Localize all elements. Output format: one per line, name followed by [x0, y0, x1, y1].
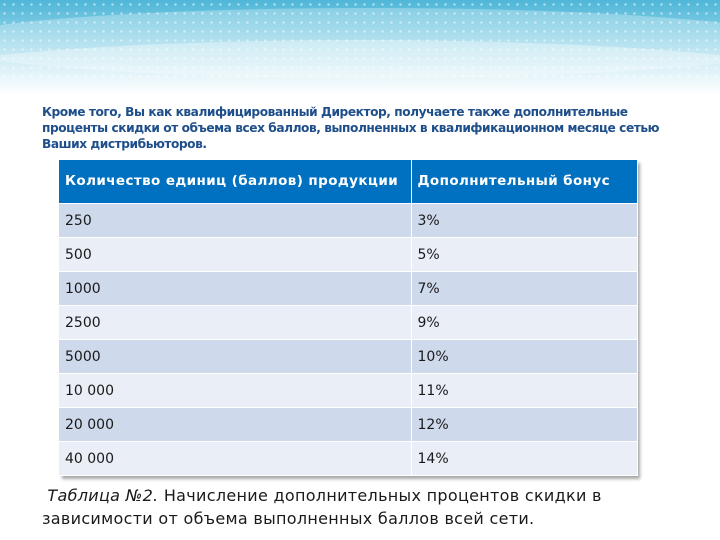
- caption-text: Начисление дополнительных процентов скидки в зависимости от объема выполненных баллов всей сети.: [42, 486, 602, 528]
- bonus-cell: 11%: [411, 374, 637, 408]
- table-row: [59, 340, 637, 374]
- quantity-cell: 2500: [59, 306, 411, 340]
- table-row: [59, 442, 637, 476]
- intro-paragraph: Кроме того, Вы как квалифицированный Директор, получаете также дополнительные проценты скидки от объема всех баллов, выполненных в квалификационном месяце сетью Ваших дистрибьюторов.: [42, 105, 660, 151]
- decorative-dot-pattern: [0, 0, 720, 95]
- table-row: [59, 204, 637, 238]
- quantity-cell: 10 000: [59, 374, 411, 408]
- quantity-cell: 20 000: [59, 408, 411, 442]
- quantity-cell: 1000: [59, 272, 411, 306]
- bonus-cell: 12%: [411, 408, 637, 442]
- bonus-cell: 5%: [411, 238, 637, 272]
- table-row: [59, 306, 637, 340]
- bonus-cell: 9%: [411, 306, 637, 340]
- table-row: [59, 374, 637, 408]
- bonus-cell: 7%: [411, 272, 637, 306]
- quantity-cell: 5000: [59, 340, 411, 374]
- table-row: [59, 272, 637, 306]
- caption-label: Таблица №2.: [47, 486, 159, 505]
- table-caption: [42, 484, 682, 530]
- table-row: [59, 238, 637, 272]
- bonus-cell: 14%: [411, 442, 637, 476]
- bonus-cell: 3%: [411, 204, 637, 238]
- column-header-bonus: Дополнительный бонус: [411, 160, 637, 204]
- quantity-cell: 40 000: [59, 442, 411, 476]
- table-header-row: [59, 160, 637, 204]
- bonus-table-container: [59, 160, 637, 476]
- quantity-cell: 250: [59, 204, 411, 238]
- quantity-cell: 500: [59, 238, 411, 272]
- bonus-table: [59, 160, 638, 476]
- decorative-header-band: [0, 0, 720, 95]
- bonus-cell: 10%: [411, 340, 637, 374]
- table-row: [59, 408, 637, 442]
- column-header-quantity: Количество единиц (баллов) продукции: [59, 160, 411, 204]
